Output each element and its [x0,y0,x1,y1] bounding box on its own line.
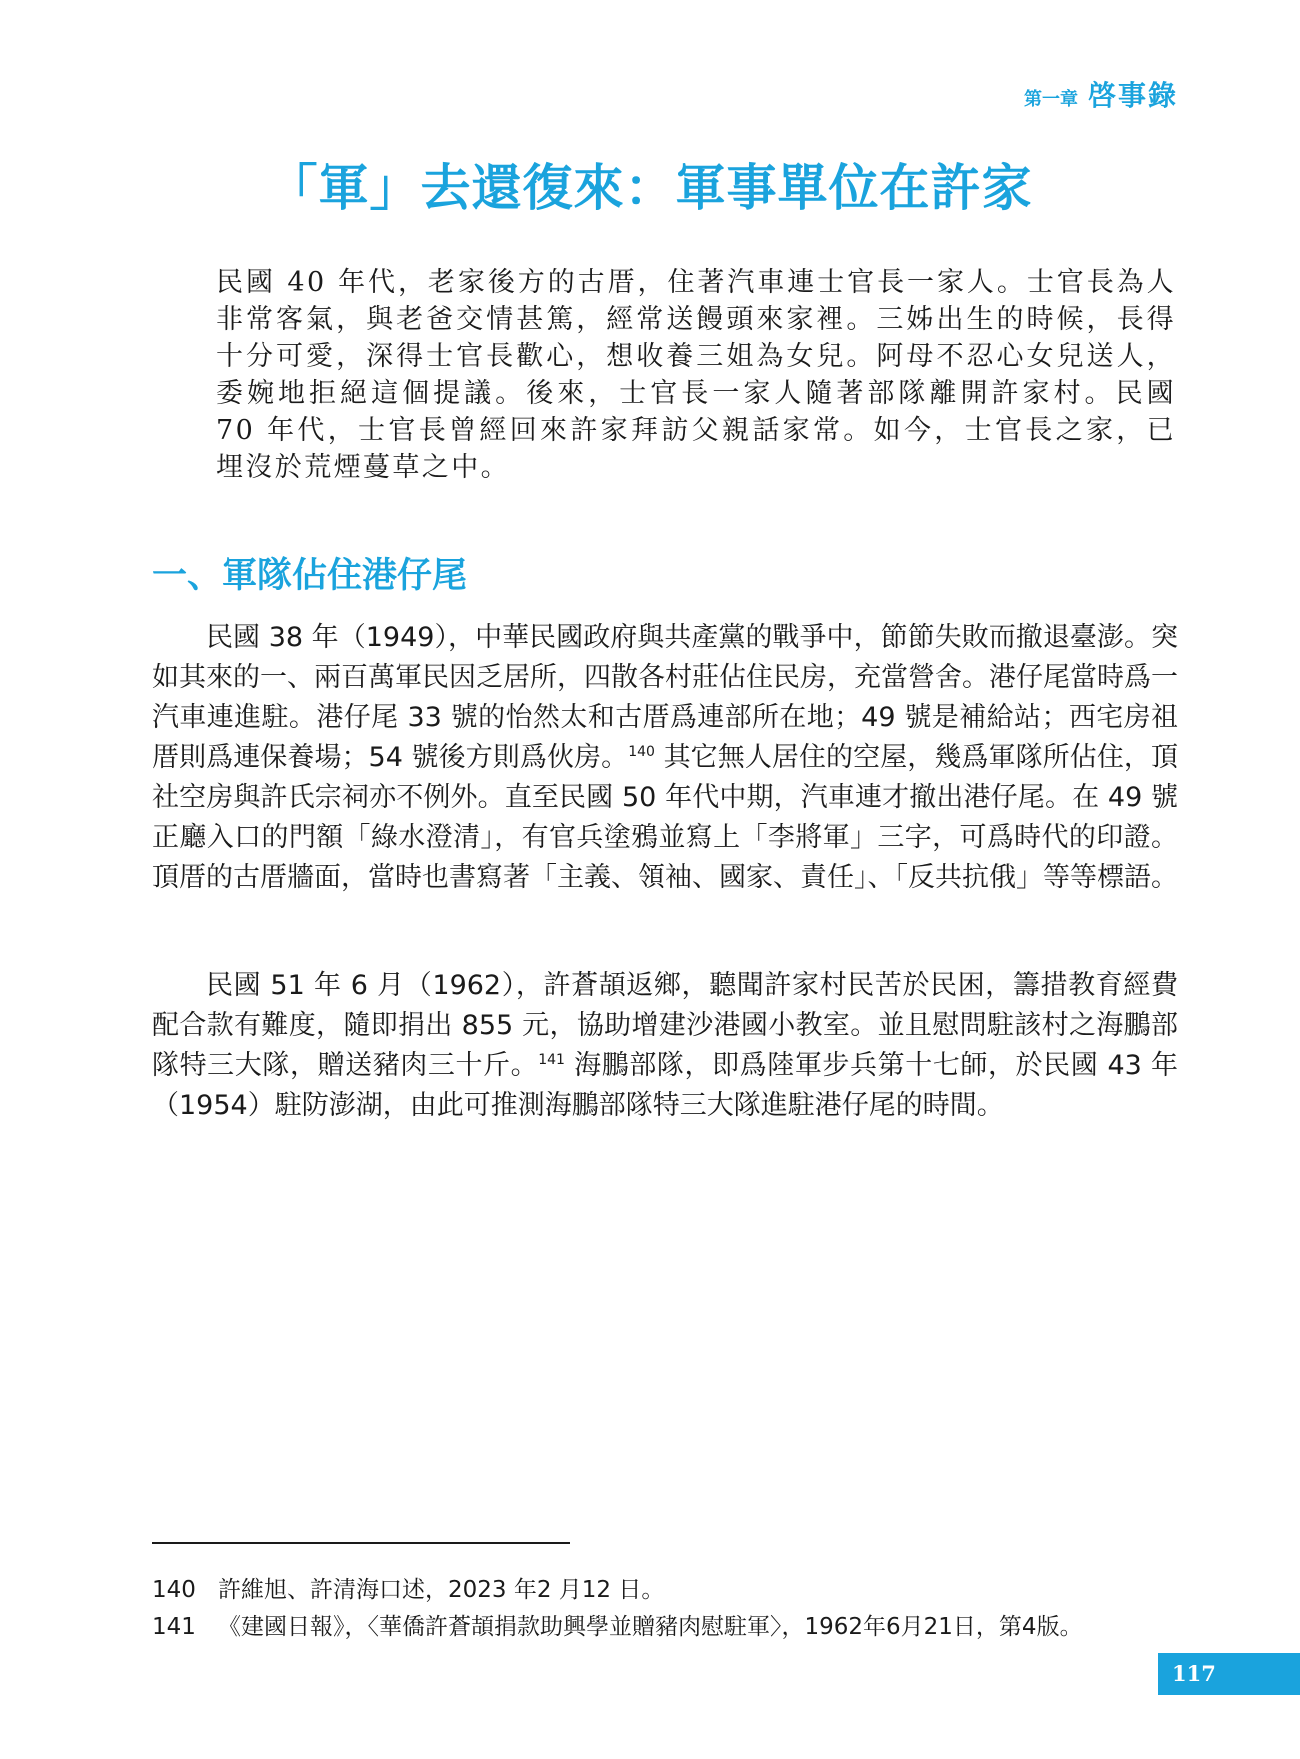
paragraph-text: 民國 51 年 6 月（1962），許蒼頡返鄉，聽聞許家村民苦於民困，籌措教育經費配合款有難度，隨即捐出 855 元，協助增建沙港國小教室。並且慰問駐該村之海鵬部隊特三大隊，贈送豬肉三十斤。 [152,970,1178,1081]
footnote-ref-140[interactable]: 140 [628,744,655,760]
body-paragraph-2 [152,966,1178,1126]
chapter-name: 啓事錄 [1087,79,1178,112]
footnote-number: 141 [152,1614,196,1640]
section-heading: 一、軍隊佔住港仔尾 [152,555,468,596]
footnote-text: 《建國日報》，〈華僑許蒼頡捐款助興學並贈豬肉慰駐軍〉，1962年6月21日，第4版。 [218,1614,1083,1640]
footnote-divider [152,1542,570,1544]
page-number: 117 [1158,1653,1300,1695]
footnote-ref-141[interactable]: 141 [538,1052,565,1068]
footnote-141 [152,1609,1192,1646]
paragraph-text: 其它無人居住的空屋，幾爲軍隊所佔住，頂社空房與許氏宗祠亦不例外。直至民國 50 年代中期，汽車連才撤出港仔尾。在 49 號正廳入口的門額「綠水澄清」，有官兵塗鴉並寫上「李將軍」三字，可爲時代的印證。頂厝的古厝牆面，當時也書寫著「主義、領袖、國家、責任」、「反共抗俄」等等標語。 [152,742,1178,893]
body-paragraph-1 [152,618,1178,898]
footnote-text: 許維旭、許清海口述，2023 年2 月12 日。 [218,1577,665,1603]
intro-paragraph: 民國 40 年代，老家後方的古厝，住著汽車連士官長一家人。士官長為人非常客氣，與老爸交情甚篤，經常送饅頭來家裡。三姊出生的時候，長得十分可愛，深得士官長歡心，想收養三姐為女兒。阿母不忍心女兒送人，委婉地拒絕這個提議。後來，士官長一家人隨著部隊離開許家村。民國 70 年代，士官長曾經回來許家拜訪父親話家常。如今，士官長之家，已埋沒於荒煙蔓草之中。 [216,267,1176,483]
page-title: 「軍」去還復來：軍事單位在許家 [267,159,1033,217]
chapter-label: 第一章 [1023,89,1078,110]
footnote-140 [152,1572,1192,1609]
paragraph-text: 海鵬部隊，即爲陸軍步兵第十七師，於民國 43 年（1954）駐防澎湖，由此可推測海鵬部隊特三大隊進駐港仔尾的時間。 [152,1050,1179,1121]
paragraph-text: 民國 38 年（1949），中華民國政府與共產黨的戰爭中，節節失敗而撤退臺澎。突如其來的一、兩百萬軍民因乏居所，四散各村莊佔住民房，充當營舍。港仔尾當時爲一汽車連進駐。港仔尾 33 號的怡然太和古厝爲連部所在地；49 號是補給站；西宅房祖厝則爲連保養場；54 號後方則爲伙房。 [152,622,1178,773]
footnote-number: 140 [152,1577,196,1603]
footnotes [152,1572,1192,1646]
chapter-header [1024,74,1178,114]
